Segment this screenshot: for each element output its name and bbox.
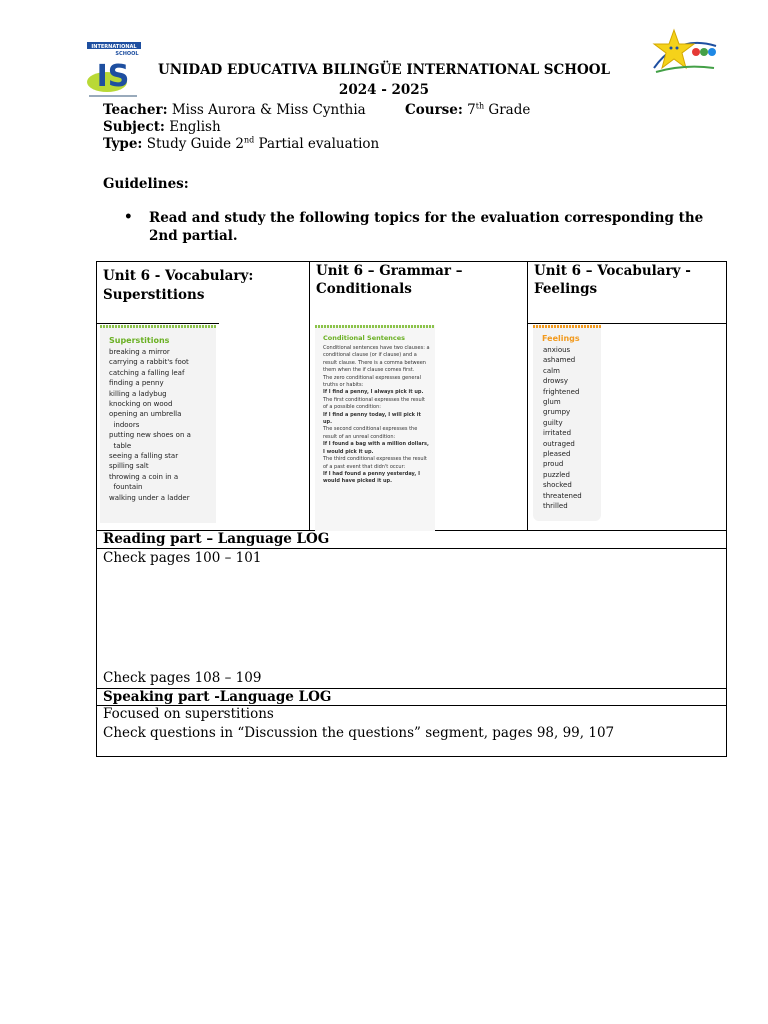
superstition-item: walking under a ladder <box>109 493 190 502</box>
feelings-list <box>543 345 601 512</box>
superstition-item: killing a ladybug <box>109 389 167 398</box>
cond-third: The third conditional expresses the result of a past event that didn't occur: <box>323 456 427 470</box>
logo-mark: IS <box>96 59 130 94</box>
bullet: • <box>124 209 133 225</box>
feeling-item: threatened <box>543 491 582 500</box>
type-label: Type: <box>103 136 143 152</box>
study-table <box>96 261 727 757</box>
superstitions-card <box>100 325 216 523</box>
speaking-header: Speaking part -Language LOG <box>103 689 332 705</box>
superstition-item: putting new shoes on a <box>109 431 191 440</box>
superstition-item: seeing a falling star <box>109 452 179 461</box>
feeling-item: drowsy <box>543 377 568 386</box>
superstition-item: table <box>109 441 132 450</box>
superstition-item: knocking on wood <box>109 400 173 409</box>
conditionals-title: Conditional Sentences <box>323 334 406 342</box>
logo-text-mid: SCHOOL <box>115 51 139 57</box>
cond-second-example: If I found a bag with a million dollars, I would pick it up. <box>323 441 429 455</box>
feelings-card <box>533 325 601 521</box>
course-number: 7 <box>467 102 476 118</box>
feeling-item: ashamed <box>543 356 576 365</box>
feeling-item: proud <box>543 460 564 469</box>
superstition-item: carrying a rabbit's foot <box>109 358 189 367</box>
teacher-label: Teacher: <box>103 102 168 118</box>
feeling-item: thrilled <box>543 502 568 511</box>
reading-header: Reading part – Language LOG <box>103 531 330 547</box>
superstition-item: spilling salt <box>109 462 149 471</box>
superstition-item: throwing a coin in a <box>109 472 179 481</box>
teacher-value: Miss Aurora & Miss Cynthia <box>171 102 366 118</box>
feeling-item: anxious <box>543 346 571 354</box>
superstitions-list <box>109 347 216 503</box>
type-sup: nd <box>243 135 255 145</box>
school-name: UNIDAD EDUCATIVA BILINGÜE INTERNATIONAL SCHOOL <box>157 62 611 78</box>
type-rest: Partial evaluation <box>258 136 380 152</box>
cond-first-example: If I find a penny today, I will pick it up. <box>323 411 421 426</box>
feelings-title: Feelings <box>542 334 580 343</box>
feeling-item: pleased <box>543 450 571 459</box>
guideline-text: Read and study the following topics for the evaluation corresponding the 2nd partial. <box>149 210 704 244</box>
superstition-item: breaking a mirror <box>109 348 170 356</box>
cond-first: The first conditional expresses the result of a possible condition: <box>323 396 425 411</box>
type-pre: Study Guide 2 <box>146 136 244 152</box>
col3-header: Unit 6 – Vocabulary - Feelings <box>534 263 691 297</box>
course-rest: Grade <box>488 102 531 118</box>
col2-header: Unit 6 – Grammar – Conditionals <box>316 263 463 297</box>
guidelines-title: Guidelines: <box>103 176 189 192</box>
feeling-item: guilty <box>543 418 563 427</box>
feeling-item: grumpy <box>543 408 571 417</box>
teacher-line <box>103 102 366 119</box>
speaking-questions: Check questions in “Discussion the questions” segment, pages 98, 99, 107 <box>103 725 615 741</box>
feeling-item: shocked <box>543 481 572 490</box>
feeling-item: frightened <box>543 387 580 396</box>
superstition-item: finding a penny <box>109 379 164 388</box>
school-header <box>0 60 768 100</box>
cond-second: The second conditional expresses the result of an unreal condition: <box>323 426 418 440</box>
subject-value: English <box>169 119 221 135</box>
feeling-item: irritated <box>543 429 572 438</box>
speaking-focus: Focused on superstitions <box>103 706 274 722</box>
superstition-item: indoors <box>109 420 140 429</box>
feeling-item: glum <box>543 398 561 407</box>
feeling-item: calm <box>543 366 560 375</box>
cond-zero-example: If I find a penny, I always pick it up. <box>323 389 424 396</box>
cond-zero: The zero conditional expresses general truths or habits: <box>323 374 421 389</box>
superstitions-title: Superstitions <box>109 336 170 345</box>
feeling-item: puzzled <box>543 470 570 479</box>
reading-pages-2: Check pages 108 – 109 <box>103 670 262 686</box>
school-year: 2024 - 2025 <box>338 82 430 98</box>
feeling-item: outraged <box>543 439 575 448</box>
subject-line <box>103 119 221 136</box>
course-label: Course: <box>405 102 463 118</box>
superstition-item: catching a falling leaf <box>109 368 185 377</box>
col1-header: Unit 6 - Vocabulary: Superstitions <box>103 268 254 303</box>
course-sup: th <box>475 101 485 111</box>
subject-label: Subject: <box>103 119 165 135</box>
conditionals-card <box>315 325 435 531</box>
cond-intro: Conditional sentences have two clauses: a conditional clause (or if clause) and a result clause. There is a comma between them when the if clause comes first. <box>323 345 430 374</box>
logo-text-top: INTERNATIONAL <box>91 44 137 50</box>
reading-pages-1: Check pages 100 – 101 <box>103 550 262 566</box>
superstition-item: opening an umbrella <box>109 410 182 419</box>
cond-third-example: If I had found a penny yesterday, I would have picked it up. <box>323 470 420 485</box>
type-line <box>103 136 379 153</box>
superstition-item: fountain <box>109 483 143 492</box>
course-line <box>405 102 530 119</box>
